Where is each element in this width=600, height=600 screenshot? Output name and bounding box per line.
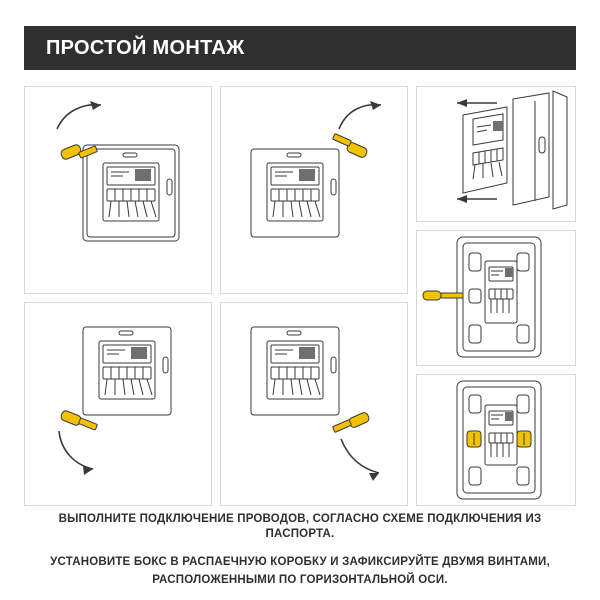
panel-mounting-box-screws-both: [416, 374, 576, 506]
screwdriver-icon: [60, 144, 98, 161]
screwdriver-icon: [60, 410, 98, 431]
caption-line-2: УСТАНОВИТЕ БОКС В РАСПАЕЧНУЮ КОРОБКУ И ЗАФИКСИРУЙТЕ ДВУМЯ ВИНТАМИ,: [50, 556, 550, 568]
diagram-module-insert: [417, 87, 575, 221]
diagram-switch-screw-bottom-left: [25, 303, 211, 505]
panel-switch-front-unscrew-top-left: [24, 86, 212, 294]
diagram-mounting-box-one-screw: [417, 231, 575, 365]
caption-line-3: РАСПОЛОЖЕННЫМИ ПО ГОРИЗОНТАЛЬНОЙ ОСИ.: [152, 574, 448, 586]
screw-right-icon: [517, 431, 531, 447]
diagram-mounting-box-two-screws: [417, 375, 575, 505]
panel-module-insert-side-view: [416, 86, 576, 222]
header-banner: [24, 26, 576, 70]
diagram-switch-screw-bottom-right: [221, 303, 407, 505]
diagram-switch-unscrew-top-right: [221, 87, 407, 293]
diagram-switch-unscrew-top-left: [25, 87, 211, 293]
panel-mounting-box-screw-left: [416, 230, 576, 366]
page-title: ПРОСТОЙ МОНТАЖ: [46, 36, 245, 59]
screwdriver-icon: [333, 134, 369, 159]
panel-switch-front-screw-bottom-left: [24, 302, 212, 506]
panel-switch-front-unscrew-top-right: [220, 86, 408, 294]
panel-grid: [24, 86, 576, 506]
caption-line-1: ВЫПОЛНИТЕ ПОДКЛЮЧЕНИЕ ПРОВОДОВ, СОГЛАСНО СХЕМЕ ПОДКЛЮЧЕНИЯ ИЗ ПАСПОРТА.: [58, 513, 542, 540]
panel-switch-front-screw-bottom-right: [220, 302, 408, 506]
caption-block: [24, 512, 576, 600]
screw-left-icon: [467, 431, 481, 447]
